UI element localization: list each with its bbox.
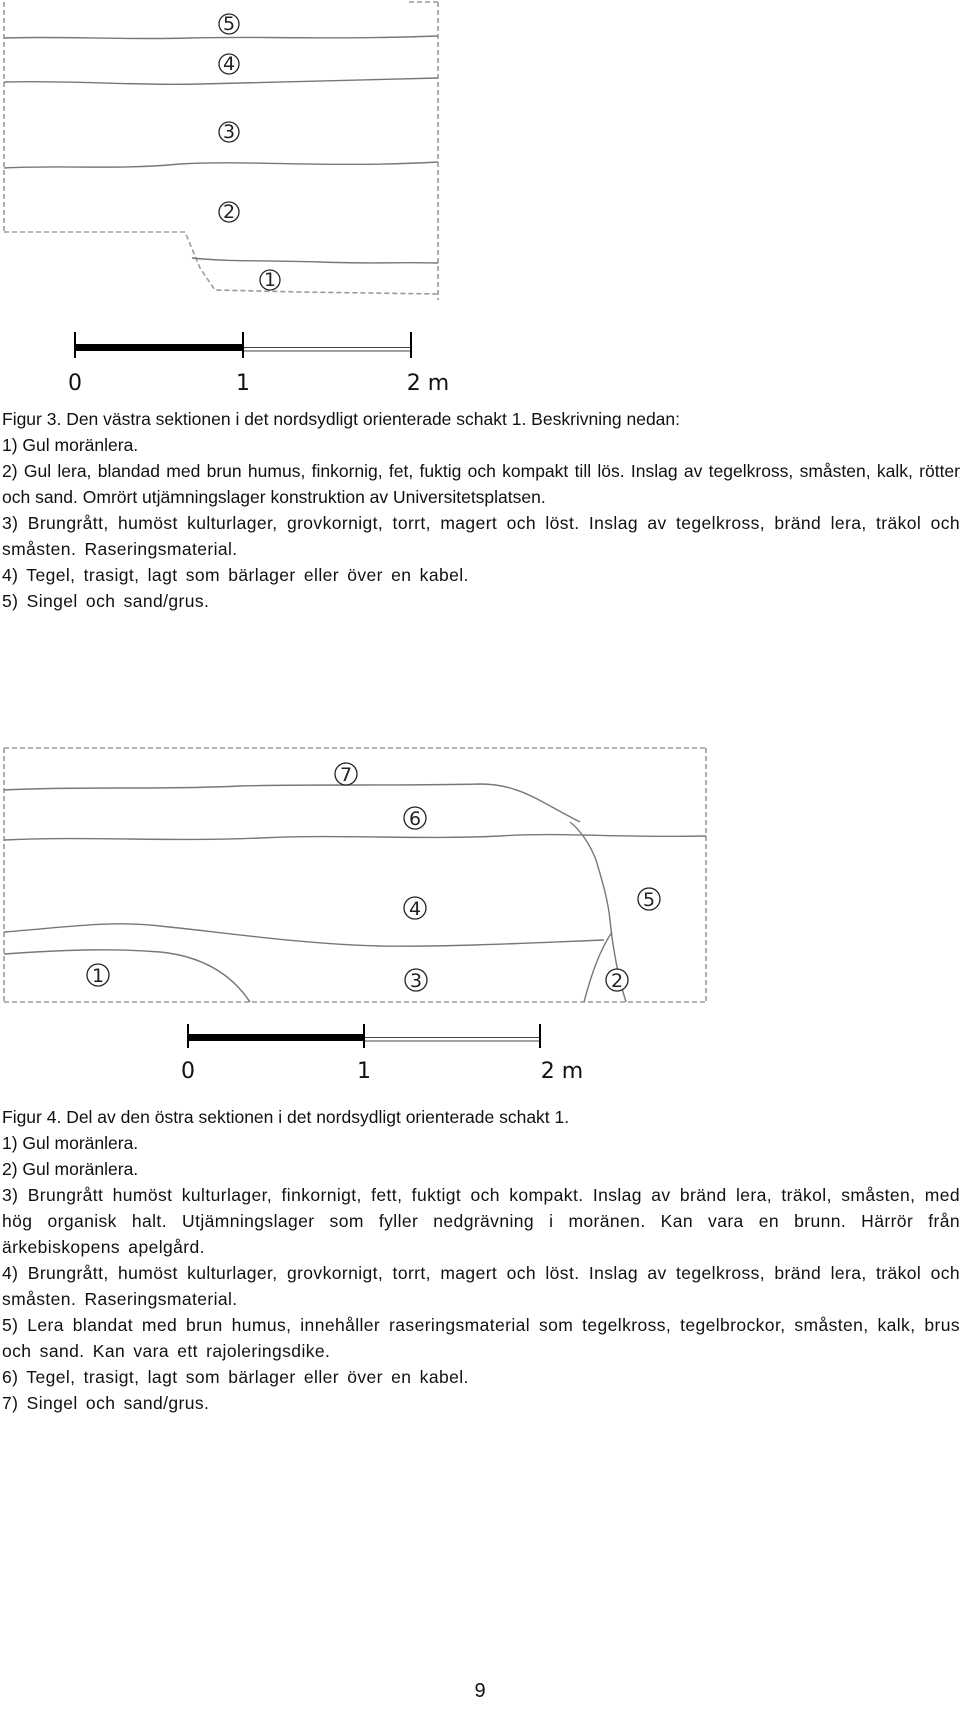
- figure-3-section-drawing: [0, 0, 960, 395]
- svg-text:1: 1: [91, 965, 105, 987]
- scale-tick-2m: 2 m: [406, 371, 450, 395]
- figure-3-item-4: 4) Tegel, trasigt, lagt som bärlager eller över en kabel.: [2, 565, 469, 585]
- svg-text:4: 4: [408, 898, 422, 920]
- layer-label-4: [404, 897, 426, 920]
- figure-3-svg: [0, 0, 960, 395]
- layer-label-5: [638, 888, 660, 911]
- svg-text:5: 5: [222, 13, 236, 35]
- svg-text:3: 3: [409, 970, 423, 992]
- figure-4-item-6: 6) Tegel, trasigt, lagt som bärlager eller över en kabel.: [2, 1367, 469, 1387]
- layer-label-4: [219, 53, 239, 75]
- figure-4-item-2: 2) Gul moränlera.: [2, 1159, 139, 1179]
- layer-boundary-3-2: [4, 162, 438, 168]
- svg-text:2: 2: [610, 970, 624, 992]
- figure-3-item-2: 2) Gul lera, blandad med brun humus, finkornig, fet, fuktig och kompakt till lös. Inslag av tegelkross, småsten, kalk, rötter och sand. Omrört utjämningslager konstruktion av Universitetsplatsen.: [2, 461, 960, 507]
- layer-label-1: [260, 269, 280, 291]
- figure-3-item-1: 1) Gul moränlera.: [2, 435, 139, 455]
- layer-label-2: [219, 201, 239, 223]
- layer-boundary-5-4: [4, 36, 438, 39]
- figure-4-item-3: 3) Brungrått humöst kulturlager, finkornigt, fett, fuktigt och kompakt. Inslag av bränd lera, träkol, småsten, med hög organisk halt. Utjämningslager som fyller nedgrävning i moränen. Kan vara en brunn. Härrör från ärkebiskopens apelgård.: [2, 1185, 960, 1257]
- layer-label-3: [219, 121, 239, 143]
- layer-label-3: [405, 969, 427, 992]
- figure-4-item-4: 4) Brungrått, humöst kulturlager, grovkornigt, torrt, magert och löst. Inslag av tegelkross, bränd lera, träkol och småsten. Raseringsmaterial.: [2, 1263, 960, 1309]
- svg-text:4: 4: [222, 53, 236, 75]
- scale-bar: [68, 332, 449, 395]
- svg-text:7: 7: [339, 764, 353, 786]
- scale-bar: [181, 1024, 583, 1084]
- layer-label-1: [87, 964, 109, 987]
- layer-boundary-6-4: [4, 835, 706, 840]
- svg-text:3: 3: [222, 121, 236, 143]
- layer-boundary-2: [584, 932, 612, 1002]
- figure-3-caption-title: Figur 3. Den västra sektionen i det nordsydligt orienterade schakt 1. Beskrivning nedan:: [2, 409, 681, 429]
- figure-4-caption: [2, 1104, 960, 1416]
- layer-label-7: [335, 763, 357, 786]
- layer-boundary-4-3: [4, 78, 438, 84]
- scale-tick-0: 0: [181, 1059, 195, 1084]
- figure-3-caption: [2, 406, 960, 614]
- figure-3-item-3: 3) Brungrått, humöst kulturlager, grovkornigt, torrt, magert och löst. Inslag av tegelkross, bränd lera, träkol och småsten. Raseringsmaterial.: [2, 513, 960, 559]
- figure-4-item-5: 5) Lera blandat med brun humus, innehåller raseringsmaterial som tegelkross, tegelbrockor, småsten, kalk, brus och sand. Kan vara ett rajoleringsdike.: [2, 1315, 960, 1361]
- page-number: 9: [474, 1680, 486, 1702]
- figure-4-svg: [0, 740, 960, 1090]
- figure-3-item-5: 5) Singel och sand/grus.: [2, 591, 210, 611]
- layer-boundary-7-6: [4, 784, 580, 822]
- figure-4-caption-title: Figur 4. Del av den östra sektionen i det nordsydligt orienterade schakt 1.: [2, 1107, 570, 1127]
- figure-4-section-drawing: [0, 740, 960, 1090]
- figure-4-item-1: 1) Gul moränlera.: [2, 1133, 139, 1153]
- scale-tick-1: 1: [236, 371, 250, 395]
- layer-label-6: [404, 807, 426, 830]
- figure-4-item-7: 7) Singel och sand/grus.: [2, 1393, 210, 1413]
- layer-label-2: [606, 969, 628, 992]
- scale-tick-1: 1: [357, 1059, 371, 1084]
- scale-tick-0: 0: [68, 371, 82, 395]
- layer-boundary-2-1: [192, 258, 438, 263]
- layer-boundary-4-3: [4, 924, 604, 946]
- svg-text:2: 2: [222, 201, 236, 223]
- layer-label-5: [219, 13, 239, 35]
- trench-outline: [4, 2, 438, 300]
- svg-text:1: 1: [263, 269, 277, 291]
- svg-text:5: 5: [642, 889, 656, 911]
- layer-boundary-1-3: [4, 950, 250, 1002]
- scale-tick-2m: 2 m: [540, 1059, 584, 1084]
- svg-text:6: 6: [408, 808, 422, 830]
